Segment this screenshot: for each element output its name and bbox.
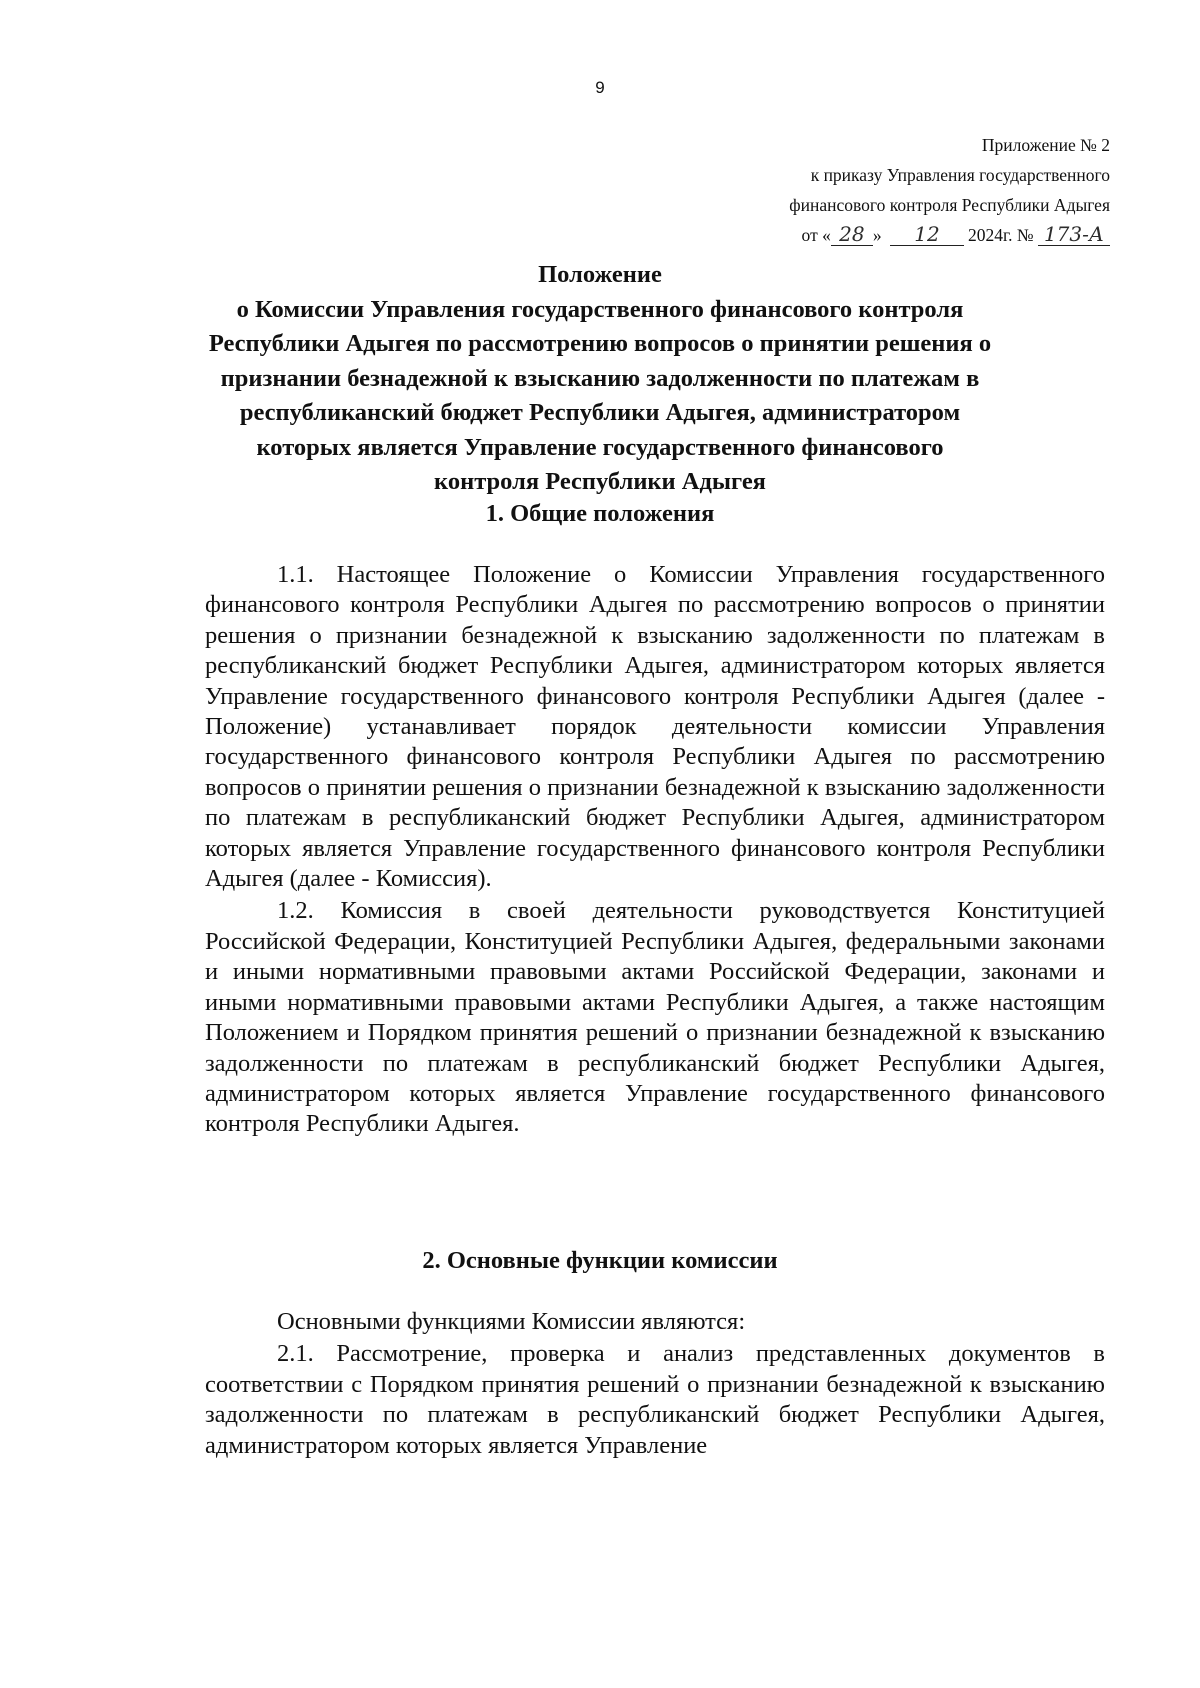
appendix-number: Приложение № 2: [981, 135, 1110, 155]
title-line: признании безнадежной к взысканию задолженности по платежам в: [220, 364, 980, 392]
paragraph-2-intro: Основными функциями Комиссии являются:: [277, 1308, 746, 1335]
paragraph-1-1: 1.1. Настоящее Положение о Комиссии Управления государственного финансового контроля Республики Адыгея по рассмотрению вопросов о принятии решения о признании безнадежной к взысканию задолженности по платежам в республиканский бюджет Республики Адыгея, администратором которых является Управление государственного финансового контроля Республики Адыгея (далее - Положение) устанавливает порядок деятельности комиссии Управления государственного финансового контроля Республики Адыгея по рассмотрению вопросов о принятии решения о признании безнадежной к взысканию задолженности по платежам в республиканский бюджет Республики Адыгея, администратором которых является Управление государственного финансового контроля Республики Адыгея (далее - Комиссия).: [205, 561, 1105, 893]
appendix-order-ref: к приказу Управления государственного: [810, 165, 1110, 185]
title-line: Положение: [538, 261, 662, 288]
page-number: 9: [595, 78, 605, 97]
section-2-body: [205, 1307, 1105, 1461]
title-line: о Комиссии Управления государственного финансового контроля: [236, 295, 964, 323]
date-mid: »: [872, 225, 882, 245]
title-line: которых является Управление государственного финансового: [256, 433, 944, 461]
section-1-heading: 1. Общие положения: [485, 500, 715, 527]
appendix-authority: финансового контроля Республики Адыгея: [789, 195, 1110, 215]
title-line: контроля Республики Адыгея: [434, 468, 766, 495]
handwritten-day: 28: [831, 223, 873, 246]
appendix-header: [789, 130, 1110, 250]
section-2-heading: 2. Основные функции комиссии: [422, 1247, 778, 1274]
title-line: Республики Адыгея по рассмотрению вопросов о принятии решения о: [208, 330, 992, 357]
appendix-date-line: [789, 220, 1110, 250]
section-1-body: [205, 560, 1105, 1140]
date-year: 2024г. №: [967, 225, 1034, 245]
handwritten-order-number: 173-А: [1038, 223, 1110, 246]
handwritten-month: 12: [890, 223, 964, 246]
paragraph-1-2: 1.2. Комиссия в своей деятельности руководствуется Конституцией Российской Федерации, Конституцией Республики Адыгея, федеральными законами и иными нормативными правовыми актами Российской Федерации, законами и иными нормативными правовыми актами Республики Адыгея, а также настоящим Положением и Порядком принятия решений о признании безнадежной к взысканию задолженности по платежам в республиканский бюджет Республики Адыгея, администратором которых является Управление государственного финансового контроля Республики Адыгея.: [205, 897, 1105, 1138]
paragraph-2-1: 2.1. Рассмотрение, проверка и анализ представленных документов в соответствии с Порядком принятия решений о признании безнадежной к взысканию задолженности по платежам в республиканский бюджет Республики Адыгея, администратором которых является Управление: [205, 1340, 1105, 1459]
document-title: [150, 258, 1050, 500]
title-line: республиканский бюджет Республики Адыгея, администратором: [239, 399, 961, 426]
date-prefix: от «: [801, 225, 831, 245]
